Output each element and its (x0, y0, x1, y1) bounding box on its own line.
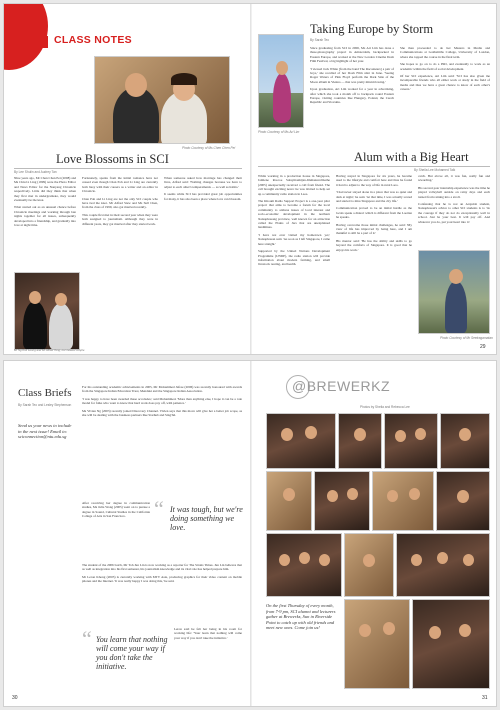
paragraph: Of her SCI experience, Ari Lim said: 'SCI has also given me incomparable friends who all either work or study in the field of media and thus we have a great chance to know of each other's careers.' (400, 74, 490, 92)
person-head (327, 490, 338, 502)
gallery-photo (338, 413, 382, 469)
person-head (409, 488, 420, 500)
quote-mark-icon: “ (82, 626, 92, 651)
person-head (29, 291, 41, 304)
paragraph: After receiving her degree in communication studies, Ms Julia Wong (2005) went on to pursue a degree in Sound, Cultural Studies in the California College of Arts in San Francisco. (82, 501, 150, 519)
photo-caption: Mr Ng Kok Leong and Mr Alfred Teng, our newest couple (14, 348, 85, 352)
person-head (276, 61, 288, 75)
person-head (125, 73, 147, 97)
paragraph: What started out as an unusual chance before Chronicle meetings and working through late nights together for all issues, subsequently developed into a friendship, and gradually into love at night time. (14, 205, 76, 228)
person-head (415, 428, 426, 440)
paragraph: Ms Vivien Ng (2003) recently joined Discovery Channel. Vivien says that this move will give her a better job scope, as she will be dealing with the business partners like Starhub and SingTel. (82, 408, 242, 418)
gallery-photo (344, 533, 394, 597)
person-head (411, 554, 422, 566)
person-head (449, 269, 463, 284)
paragraph: catch. But above all, it was fun, really fun and rewarding.' (418, 174, 490, 183)
paragraph: For his outstanding academic achievements in 2005, Mr Mohammed Jafree (2006) was recently honoured with awards from the Singapore Indian Education Trust, Mendaki and the Singapore Indian Association. (82, 385, 242, 394)
gallery-photo (396, 533, 490, 597)
page-number: 31 (482, 695, 488, 701)
brewerkz-title (292, 378, 390, 394)
person-head (463, 554, 474, 566)
person-head (459, 624, 471, 637)
paragraph: Mr Leron Khong (2003) is currently working with MTV Asia, producing graphics for their video content on mobile phones and the Internet. 'It was really happy I was doing this,' he said. (82, 574, 242, 584)
paragraph: 'I had never stayed alone in a place that was so quiet and dark at night,' he said. 'At that time, I was actually scared and started to miss Singapore and the city life.' (336, 190, 412, 204)
paragraph: Having stayed in Singapore for six years, he became used to the lifestyle and comfort here and thus he found it hard to adjust to the way of life in rural Laos. (336, 174, 412, 187)
paragraph: The student of the 2006 batch, Mr Toh Jun Lin is now working as a reporter for The Straits Times. Jun Lin believes that as well as integration into his first semester, his journalism knowledge and its vital role has helped prepare him. (82, 563, 242, 572)
europe-photo (258, 34, 304, 128)
at-sign: @ (292, 378, 307, 394)
person-head (319, 554, 330, 566)
article-column (82, 385, 242, 497)
spread-class-briefs (3, 360, 497, 707)
paragraph: Communication proved to be an initial hurdle as the locals speak a dialect which is different from the Laotian he speaks. (336, 206, 412, 220)
paragraph: It seems while SCI has provided great job opportunities for many, it has also been a place where love can blossom. (164, 192, 242, 201)
quote-mark-icon: “ (154, 496, 164, 521)
paragraph: While working in a production house in Singapore, Jamlene Roscoe Sulaymanhijan-Immanuvelmathe (2005) unexpectedly received a call from friend. The call brought exciting news: he was invited to help set up a community radio station in Laos. (258, 174, 330, 196)
article-column (400, 46, 490, 136)
person-head (279, 554, 290, 566)
paragraph: 'I viewed Jack White [from the band The Raconteurs] a pair of boys,' she recalled of her Dosh Film stint in June. 'Seeing Roger Waters of Pink Floyd perform the Dark Side of the Moon album in Vienna — that was pretty mind-blowing.' (310, 66, 394, 84)
paragraph: Leron said he felt her being in his room for working life: 'Your learn that nothing will come your way if you don't take the initiative.' (174, 627, 242, 640)
gallery-photo (344, 599, 410, 689)
title-rule (258, 166, 490, 167)
paragraph: The Khoum Radio Support Project is a one-year pilot project that aims to become a forum for the local community to address issues of local interest and socio-economic development in the northern Xaisaphouang province, well known for an attraction called the Plains of Jars that are unexplained landmines. (258, 199, 330, 230)
person-head (359, 624, 371, 637)
article-column (164, 176, 242, 296)
pull-quote: It was tough, but we're doing something we love. (170, 505, 243, 532)
person-figure (273, 73, 291, 123)
paragraph: His mentor said: 'He has the ability and skills to go beyond the comforts of Singapore. It is good that he enjoys his work.' (336, 238, 412, 252)
paragraph: Having overcome those initial challenges, he said: 'My view of life has improved by being here, and I am thankful to still be a part of it.' (336, 222, 412, 236)
couple-photo-bottom (14, 272, 80, 350)
person-head (347, 488, 358, 500)
gallery-photo (440, 413, 490, 469)
title-rule (14, 168, 242, 169)
section-title: CLASS NOTES (54, 34, 132, 46)
page-fold (250, 4, 252, 354)
article-title-briefs: Class Briefs (18, 387, 72, 399)
paragraph: Confessing that he is not an Arajaloh student, Xaisaphouan's advice to other SCI students is to 'do the courage if they do not do exceptionally well in school. Just be your best. It will pay off. And whatever you do, put your heart into it.' (418, 202, 490, 224)
person-figure (445, 281, 467, 334)
article-title-europe: Taking Europe by Storm (310, 22, 434, 36)
article-title-love: Love Blossoms in SCI (56, 152, 169, 166)
article-title-alum: Alum with a Big Heart (354, 150, 469, 164)
person-head (459, 428, 471, 441)
page-number: 30 (12, 695, 18, 701)
article-column (418, 174, 490, 246)
person-head (363, 554, 375, 567)
paragraph: 'I was happy to have been awarded these accolades,' said Mohammed. 'More than anything else, I hope it can be a role model for folks who want to know that hard work does pay off, with patience.' (82, 396, 242, 406)
paragraph: Nine years ago, Mr Chan Chan Pei (2008) and Ms Chiu Li Ling (1999) were the Photo Editor and News Editor for the Nanyang Chronicle respectively. Little did they think that when they first met in undergraduate, they would eventually tie the knot. (14, 176, 76, 203)
gallery-photo (266, 533, 342, 597)
gallery-photo (384, 413, 438, 469)
article-column (258, 174, 330, 346)
article-column (174, 627, 242, 671)
gallery-photo (314, 471, 370, 531)
article-column (310, 46, 394, 136)
person-head (429, 626, 441, 639)
paragraph: Supported by the United Nations Development Programme (UNDP), the radio station will provide information about modern farming, and small livestock rearing, and health. (258, 249, 330, 267)
alum-photo (418, 250, 490, 334)
person-head (395, 430, 406, 442)
person-head (281, 428, 293, 441)
article-column (82, 501, 150, 559)
person-head (437, 552, 448, 564)
person-head (55, 293, 67, 306)
send-news-note: Send us your news to include in the next issue! Email to: sciconnection@ntu.edu.sg (18, 423, 72, 440)
paragraph: 'I have not ever visited my hometown yet,' Xaisaphouan said. 'As soon as I left Singapore, I came here straight.' (258, 232, 330, 246)
paragraph: When someone asked how marriage has changed their lives, Alfred said: 'Nothing changes because we have to adjust to each other's temperaments — as well as habits.' (164, 176, 242, 189)
gallery-photo (372, 471, 434, 531)
paragraph: Fortunately, sparks from the initial romance have not ceased even though Chan Poh and Li Ling are currently both busy with their careers as a writer and an editor in Chronicle. (82, 176, 158, 194)
article-column (14, 176, 76, 268)
gallery-photo (412, 599, 490, 689)
page-fold (250, 361, 252, 706)
spread-class-notes (3, 3, 497, 355)
paragraph: She hopes to go on to do a PhD, and eventually to work as an academic within the field of social development. (400, 62, 490, 71)
byline-alum: By Sheila Lee Mohamed Talk (414, 168, 456, 172)
paragraph: Chan Poh and Li Ling are not the only SCI couple who have tied the knot. Mr Alfred Siew and Ms Sull Chen, from the class of 1999, also got married recently. (82, 196, 158, 210)
paragraph: Upon graduation, Ari Lim worked for a year in advertising, after which she took a month off to backpack round Eastern Europe, visiting countries like Hungary, Poland, the Czech Republic and Slovakia. (310, 87, 394, 105)
byline-love: By Lee Shulin and Audrey Tan (14, 170, 57, 174)
gallery-photo (266, 471, 312, 531)
person-head (283, 488, 295, 501)
paragraph: His second-year internship experience was the time he played volleyball outside on rainy days and each turned from raining into a stroll. (418, 185, 490, 199)
person-figure (49, 303, 73, 350)
hair (171, 73, 197, 85)
article-column (82, 563, 242, 623)
pull-quote: You learn that nothing will come your way if you don't take the initiative. (96, 635, 168, 671)
paragraph: She then proceeded to do her Masters in Media and Communications at Goldsmiths College, University of London, where she topped the course in the final term. (400, 46, 490, 59)
brewerkz-word: BREWERKZ (306, 378, 391, 394)
person-figure (23, 301, 47, 350)
red-bar-decoration (4, 36, 48, 48)
person-head (457, 490, 469, 503)
person-head (383, 622, 395, 635)
person-head (305, 426, 317, 439)
byline-brewerkz: Photos by Sheila and Rebecca Lee (360, 405, 410, 409)
article-column (82, 176, 158, 296)
photo-caption: Photo Courtesy of Mr Seetragamatan (440, 336, 493, 340)
gallery-caption: On the first Thursday of every month, from 7-9 pm, SCI alumni and lecturers gather at Brewerkz, Sun in Riverside Point to catch up with old friends and meet new ones. Come join us! (266, 603, 336, 630)
person-head (387, 490, 398, 502)
gallery-photo (436, 471, 490, 531)
article-column (336, 174, 412, 346)
person-head (299, 552, 310, 564)
paragraph: Since graduating from SCI in 2006, Ms Ari Lim has done a three-photography project in Amsterdam, backpacked in Eastern Europe, and worked at the New London Cinema Dosh Film Festival, a big highlight of her year. (310, 46, 394, 64)
photo-caption: Photo Courtesy of Ms Chen Chen Pei (182, 146, 236, 150)
page-number: 29 (480, 344, 486, 350)
byline-briefs: By Sarah Teo and Lesley Stephenson (18, 403, 72, 407)
gallery-photo (266, 413, 336, 469)
person-head (354, 428, 366, 441)
byline-europe: By Sarah Teo (310, 38, 330, 42)
paragraph: This couple first met in their second year when they were both assigned to journalism. Although they were in different years, they got married after they started work. (82, 212, 158, 226)
photo-caption: Photo Courtesy of Ms Ari Lim (258, 130, 300, 134)
couple-photo-top (94, 56, 230, 144)
